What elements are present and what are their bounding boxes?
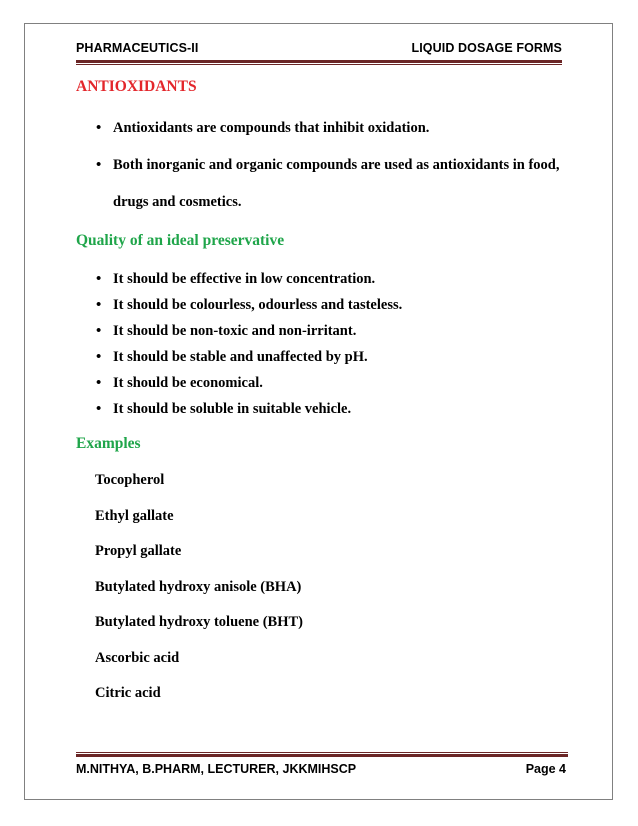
bullet-text: • It should be soluble in suitable vehicle.: [113, 401, 352, 417]
page-footer: [76, 759, 566, 779]
bullet-text: • It should be economical.: [113, 375, 263, 391]
bullet-item: [98, 147, 566, 221]
example-item: Citric acid: [95, 685, 161, 701]
example-item: Butylated hydroxy toluene (BHT): [95, 614, 303, 630]
bullet-text: • It should be non-toxic and non-irritant.: [113, 323, 357, 339]
example-item: Ethyl gallate: [95, 508, 174, 524]
header-left-text: PHARMACEUTICS-II: [76, 41, 199, 55]
example-item: Tocopherol: [95, 472, 165, 488]
bullet-item: [98, 269, 566, 289]
bullet-item: [98, 373, 566, 393]
example-item: Butylated hydroxy anisole (BHA): [95, 579, 302, 595]
example-item: Ascorbic acid: [95, 650, 180, 666]
quality-heading: Quality of an ideal preservative: [76, 232, 285, 249]
bullet-text: • Antioxidants are compounds that inhibit oxidation.: [113, 120, 430, 136]
footer-divider: [76, 752, 568, 757]
bullet-text: • It should be effective in low concentration.: [113, 271, 376, 287]
header-divider: [76, 60, 562, 65]
page-header: [76, 38, 562, 58]
bullet-item: [98, 347, 566, 367]
bullet-text: • It should be stable and unaffected by pH.: [113, 349, 368, 365]
header-right-text: LIQUID DOSAGE FORMS: [411, 41, 562, 55]
antioxidants-heading: ANTIOXIDANTS: [76, 78, 197, 95]
example-item: Propyl gallate: [95, 543, 182, 559]
page-number: Page 4: [525, 762, 566, 776]
bullet-text: • It should be colourless, odourless and tasteless.: [113, 297, 403, 313]
bullet-item: [98, 110, 566, 147]
bullet-item: [98, 321, 566, 341]
bullet-item: [98, 399, 566, 419]
bullet-text: • Both inorganic and organic compounds are used as antioxidants in food, drugs and cosmetics.: [113, 157, 560, 210]
examples-heading: Examples: [76, 435, 141, 452]
bullet-item: [98, 295, 566, 315]
footer-author-text: M.NITHYA, B.PHARM, LECTURER, JKKMIHSCP: [76, 762, 357, 776]
